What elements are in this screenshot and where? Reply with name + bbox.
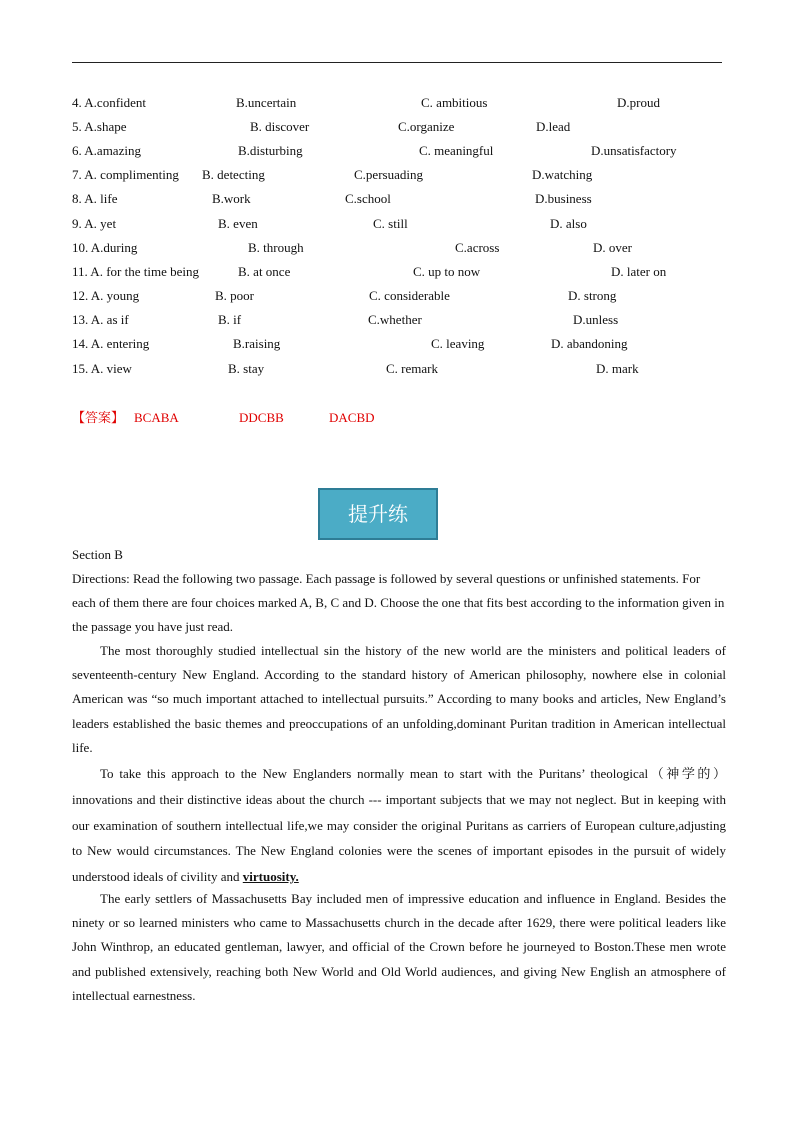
option-b: B.raising xyxy=(233,336,281,351)
question-number-option-a: 4. A.confident xyxy=(72,95,147,110)
question-row xyxy=(72,262,722,282)
passage-paragraph-2 xyxy=(72,761,726,890)
question-row xyxy=(72,189,722,209)
question-number-option-a: 10. A.during xyxy=(72,240,138,255)
option-d: D.unsatisfactory xyxy=(591,143,677,158)
option-d: D. over xyxy=(593,240,632,255)
answer-label: 【答案】 xyxy=(72,410,125,425)
option-d: D. abandoning xyxy=(551,336,628,351)
question-number-option-a: 14. A. entering xyxy=(72,336,150,351)
answer-group-3: DACBD xyxy=(329,410,375,425)
option-d: D. mark xyxy=(596,361,639,376)
question-number-option-a: 11. A. for the time being xyxy=(72,264,199,279)
option-b: B. at once xyxy=(238,264,291,279)
answer-group-1: BCABA xyxy=(134,410,179,425)
section-title: Section B xyxy=(72,547,123,562)
question-row xyxy=(72,286,722,306)
option-c: C. remark xyxy=(386,361,438,376)
option-b: B. through xyxy=(248,240,304,255)
question-row xyxy=(72,310,722,330)
question-number-option-a: 15. A. view xyxy=(72,361,132,376)
option-c: C.school xyxy=(345,191,391,206)
option-b: B. poor xyxy=(215,288,254,303)
option-b: B. detecting xyxy=(202,167,265,182)
option-b: B.uncertain xyxy=(236,95,297,110)
option-d: D.unless xyxy=(573,312,619,327)
option-c: C.organize xyxy=(398,119,455,134)
underlined-word: virtuosity. xyxy=(242,869,299,885)
option-d: D.lead xyxy=(536,119,571,134)
passage-paragraph-3: The early settlers of Massachusetts Bay included men of impressive education and influence in England. Besides the ninety or so learned ministers who came to Massachusetts church in the decade after 1629, there were political leaders like John Winthrop, an educated gentleman, lawyer, and official of the Crown before he journeyed to Boston.These men wrote and published extensively, reaching both New World and Old World audiences, and giving New English an atmosphere of intellectual earnestness. xyxy=(72,891,726,1003)
answer-group-2: DDCBB xyxy=(239,410,284,425)
question-number-option-a: 8. A. life xyxy=(72,191,118,206)
option-c: C. considerable xyxy=(369,288,450,303)
question-number-option-a: 6. A.amazing xyxy=(72,143,141,158)
section-badge: 提升练 xyxy=(318,488,438,540)
question-row xyxy=(72,165,722,185)
question-number-option-a: 9. A. yet xyxy=(72,216,117,231)
question-row xyxy=(72,238,722,258)
passage-paragraph-1: The most thoroughly studied intellectual sin the history of the new world are the ministers and political leaders of seventeenth-century New England. According to the standard history of American philosophy, nowhere else in colonial American was “so much important attached to intellectual pursuits.” According to many books and articles, New England’s leaders established the basic themes and preoccupations of an unfolding,dominant Puritan tradition in American intellectual life. xyxy=(72,643,726,755)
option-b: B. discover xyxy=(250,119,310,134)
option-b: B. if xyxy=(218,312,242,327)
option-d: D. later on xyxy=(611,264,667,279)
question-row xyxy=(72,141,722,161)
option-d: D.proud xyxy=(617,95,660,110)
option-c: C. up to now xyxy=(413,264,481,279)
question-number-option-a: 13. A. as if xyxy=(72,312,129,327)
option-b: B. even xyxy=(218,216,258,231)
header-rule xyxy=(72,62,722,63)
directions: Directions: Read the following two passage. Each passage is followed by several questions or unfinished statements. For each of them there are four choices marked A, B, C and D. Choose the one that fits best according to the information given in the passage you have just read. xyxy=(72,571,725,635)
option-c: C. ambitious xyxy=(421,95,488,110)
option-d: D.watching xyxy=(532,167,593,182)
option-c: C.across xyxy=(455,240,500,255)
option-d: D. strong xyxy=(568,288,617,303)
question-row xyxy=(72,334,722,354)
option-b: B.work xyxy=(212,191,251,206)
question-number-option-a: 5. A.shape xyxy=(72,119,127,134)
question-number-option-a: 12. A. young xyxy=(72,288,140,303)
paragraph-2-text: To take this approach to the New Englanders normally mean to start with the Puritans’ theological（神学的）innovations and their distinctive ideas about the church --- important subjects that we may not neglect. But in keeping with our examination of southern intellectual life,we may consider the original Puritans as carriers of European culture,adjusting to New would circumstances. The New England colonies were the scenes of important episodes in the pursuit of widely understood ideals of civility and xyxy=(72,766,726,885)
question-row xyxy=(72,93,722,113)
question-number-option-a: 7. A. complimenting xyxy=(72,167,179,182)
option-c: C. leaving xyxy=(431,336,485,351)
option-c: C. meaningful xyxy=(419,143,494,158)
question-row xyxy=(72,214,722,234)
option-b: B.disturbing xyxy=(238,143,303,158)
option-d: D.business xyxy=(535,191,592,206)
option-c: C.persuading xyxy=(354,167,423,182)
question-row xyxy=(72,359,722,379)
option-d: D. also xyxy=(550,216,587,231)
option-c: C.whether xyxy=(368,312,422,327)
option-b: B. stay xyxy=(228,361,265,376)
question-row xyxy=(72,117,722,137)
option-c: C. still xyxy=(373,216,408,231)
